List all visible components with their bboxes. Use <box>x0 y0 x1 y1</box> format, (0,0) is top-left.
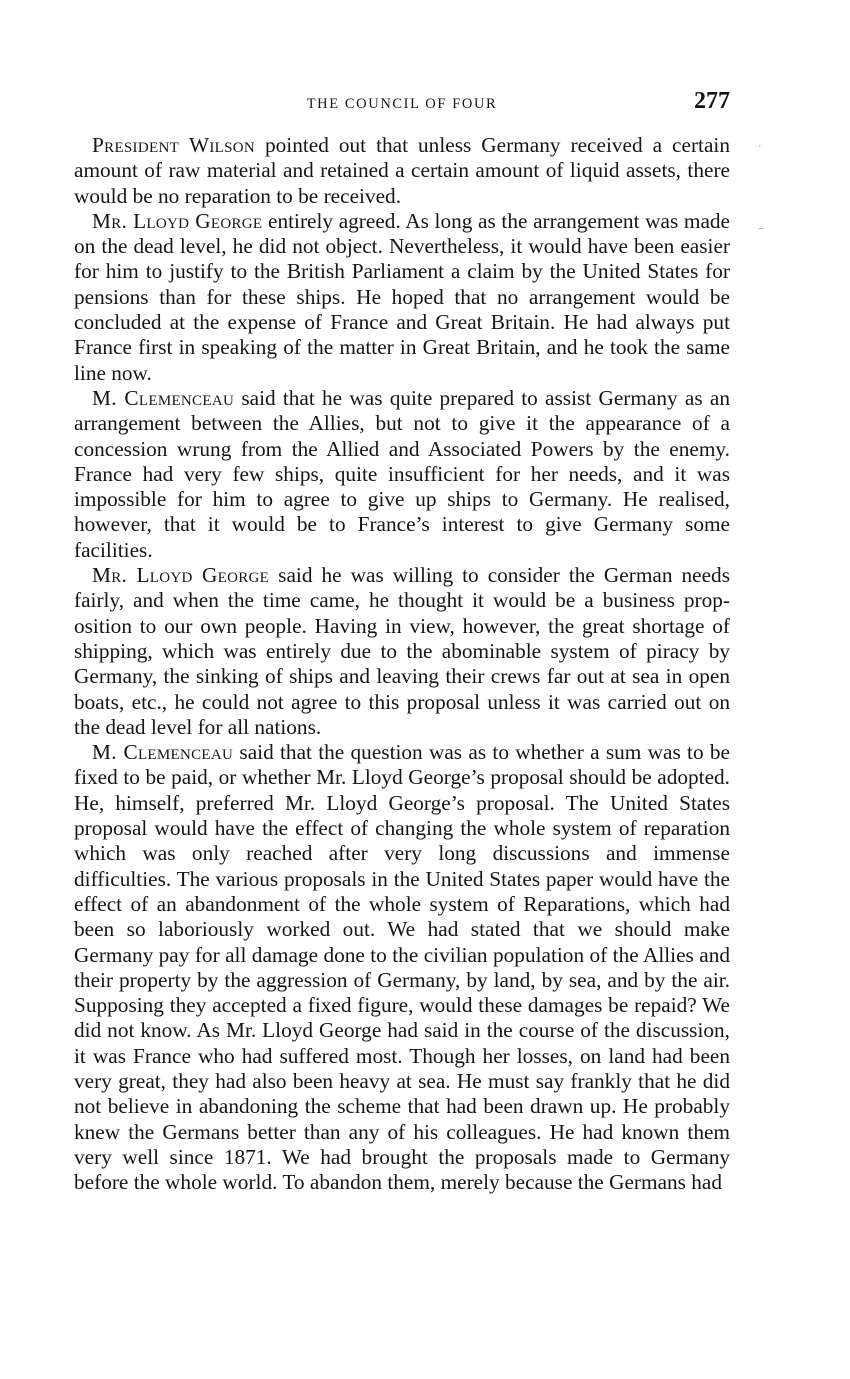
speaker-name: M. Clemenceau <box>92 740 234 765</box>
speaker-name: M. Clemenceau <box>92 385 235 410</box>
margin-speck: · <box>758 139 762 153</box>
speaker-name: Mr. Lloyd George <box>92 208 263 233</box>
paragraph <box>74 209 730 386</box>
body-text <box>74 133 730 1195</box>
running-head-title: THE COUNCIL OF FOUR <box>306 96 498 112</box>
speaker-name: President Wilson <box>92 133 256 157</box>
paragraph <box>74 563 730 740</box>
page-number: 277 <box>694 88 730 114</box>
paragraph-text: said that he was quite prepared to assist Germany as an arrangement between the Allies, but not to give it the appearance of a concession wrung from the Allied and Associated Powers by the enemy. France had very few ships, quite insufficient for her needs, and it was impossible for him to agree to give up ships to Germany. He realised, however, that it would be to France’s interest to give Germany some facilities. <box>74 385 730 562</box>
paragraph <box>74 133 730 209</box>
paragraph <box>74 386 730 563</box>
running-head <box>74 88 730 118</box>
margin-dash-mark: – <box>758 221 764 235</box>
speaker-name: Mr. Lloyd George <box>92 563 270 588</box>
paragraph-text: entirely agreed. As long as the arrangement was made on the dead level, he did not object. Nevertheless, it would have been easier for him to justify to the British Parliament a claim by the United States for pensions than for these ships. He hoped that no arrangement would be concluded at the expense of France and Great Britain. He had always put France first in speaking of the matter in Great Britain, and he took the same line now. <box>74 208 730 385</box>
paragraph-text: said he was willing to consider the German needs fairly, and when the time came, he thought it would be a business proposition to our own people. Having in view, however, the great shortage of shipping, which was entirely due to the abominable system of piracy by Germany, the sinking of ships and leaving their crews far out at sea in open boats, etc., he could not agree to this proposal unless it was carried out on the dead level for all nations. <box>74 563 730 739</box>
paragraph-text: pointed out that unless Germany received a certain amount of raw material and retained a certain amount of liquid assets, there would be no reparation to be received. <box>74 133 730 208</box>
paragraph-text: said that the question was as to whether a sum was to be fixed to be paid, or whether Mr. Lloyd George’s proposal should be adopted. He, himself, preferred Mr. Lloyd George’s proposal. The United States proposal would have the effect of changing the whole system of reparation which was only reached after very long discussions and immense difficulties. The various proposals in the United States paper would have the effect of an abandonment of the whole system of Reparations, which had been so laboriously worked out. We had stated that we should make Germany pay for all damage done to the civilian population of the Allies and their property by the aggression of Germany, by land, by sea, and by the air. Supposing they accepted a fixed figure, would these damages be repaid? We did not know. As Mr. Lloyd George had said in the course of the discussion, it was France who had suffered most. Though her losses, on land had been very great, they had also been heavy at sea. He must say frankly that he did not believe in abandoning the scheme that had been drawn up. He probably knew the Germans better than any of his colleagues. He had known them very well since 1871. We had brought the proposals made to Germany before the whole world. To abandon them, merely because the Germans had <box>74 740 730 1195</box>
paragraph <box>74 740 730 1195</box>
